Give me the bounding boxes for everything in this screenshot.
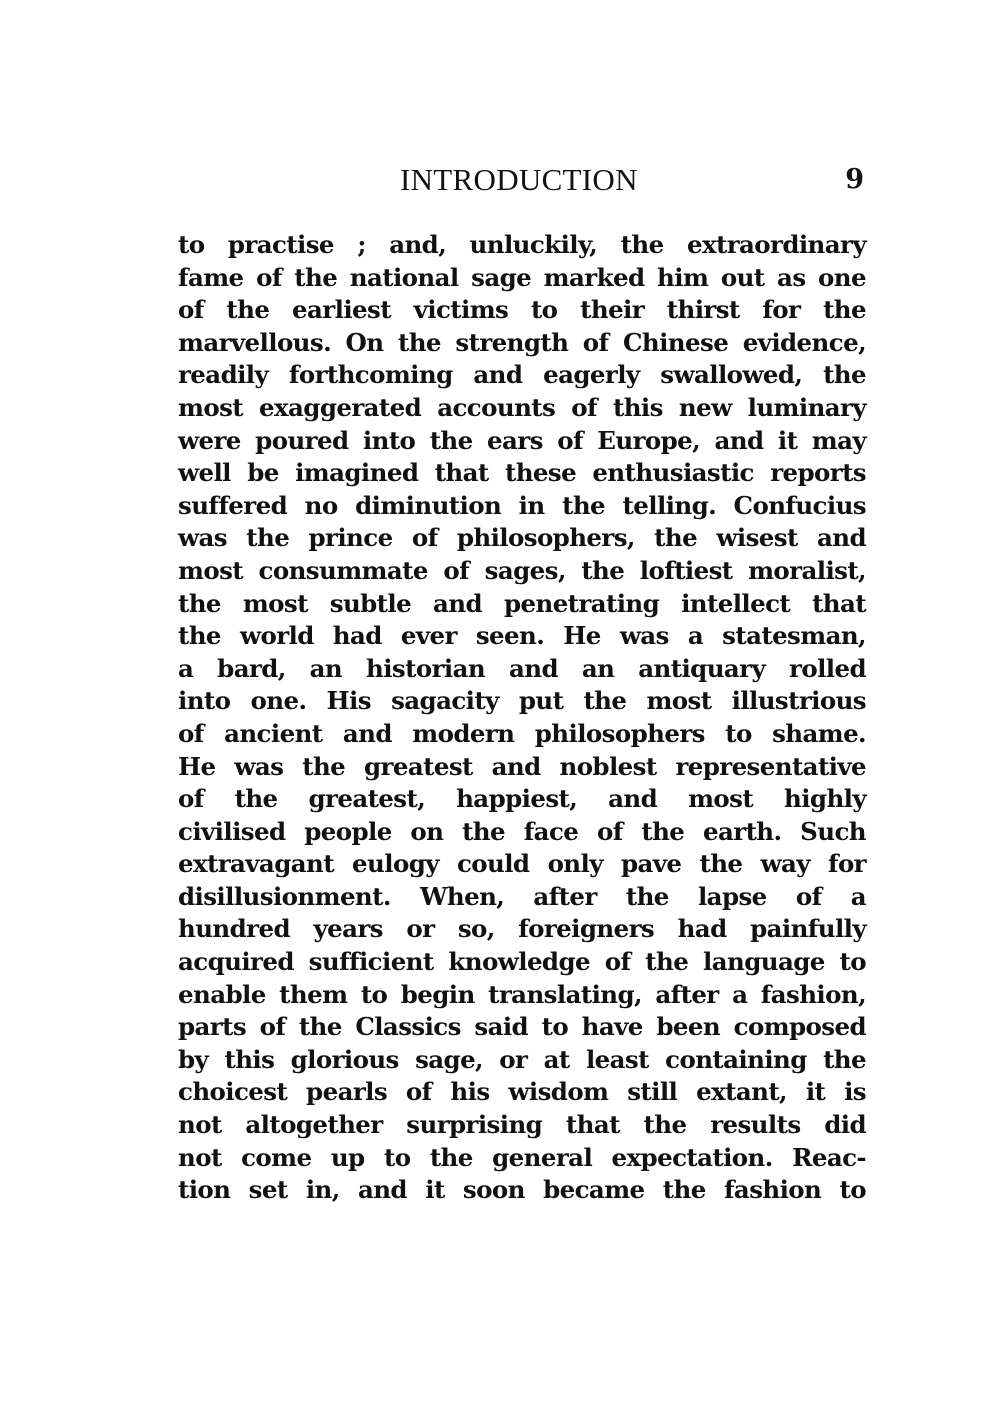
text-line: to practise ; and, unluckily, the extraordinary [178,230,866,259]
text-line: into one. His sagacity put the most illustrious [178,686,866,716]
text-line: parts of the Classics said to have been composed [178,1012,866,1042]
text-line: most consummate of sages, the loftiest moralist, [178,555,866,585]
page-number: 9 [845,164,864,195]
text-line: disillusionment. When, after the lapse of a [178,881,866,911]
running-head: INTRODUCTION [400,162,638,197]
text-line: choicest pearls of his wisdom still extant, it is [178,1077,866,1107]
body-text [178,229,866,1207]
text-line: not altogether surprising that the results did [178,1110,866,1140]
text-line: enable them to begin translating, after a fashion, [178,979,866,1009]
text-line: marvellous. On the strength of Chinese evidence, [178,327,866,357]
page-header [178,160,866,200]
text-line: fame of the national sage marked him out as one [178,262,866,292]
text-line: not come up to the general expectation. Reac- [178,1142,866,1172]
text-line: well be imagined that these enthusiastic reports [178,458,866,488]
text-line: civilised people on the face of the earth. Such [178,816,866,846]
text-line: by this glorious sage, or at least containing the [178,1044,866,1074]
text-line: were poured into the ears of Europe, and it may [178,425,866,455]
text-line: the most subtle and penetrating intellect that [178,588,866,618]
text-line: of the greatest, happiest, and most highly [178,784,866,814]
text-line: readily forthcoming and eagerly swallowed, the [178,360,866,390]
text-line: of ancient and modern philosophers to shame. [178,718,866,748]
text-line: a bard, an historian and an antiquary rolled [178,653,866,683]
text-line: of the earliest victims to their thirst for the [178,295,866,325]
text-line: extravagant eulogy could only pave the way for [178,849,866,879]
text-line: He was the greatest and noblest representative [178,751,866,781]
text-line: hundred years or so, foreigners had painfully [178,914,866,944]
text-line: acquired sufficient knowledge of the language to [178,947,866,977]
text-line: the world had ever seen. He was a statesman, [178,621,866,651]
text-line: was the prince of philosophers, the wisest and [178,523,866,553]
text-line: tion set in, and it soon became the fashion to [178,1175,866,1205]
text-line: suffered no diminution in the telling. Confucius [178,490,866,520]
text-line: most exaggerated accounts of this new luminary [178,392,866,422]
